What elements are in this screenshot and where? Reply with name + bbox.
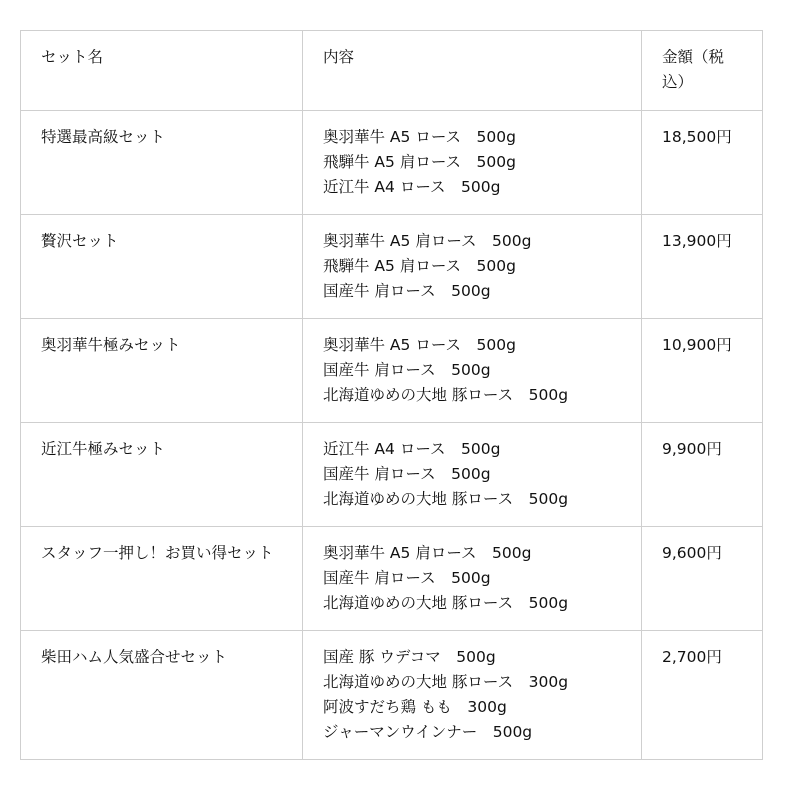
- content-item: 国産 豚 ウデコマ 500g: [323, 648, 496, 666]
- content-item: 国産牛 肩ロース 500g: [323, 361, 491, 379]
- price-cell: 13,900円: [642, 215, 763, 319]
- header-price: 金額（税込）: [642, 31, 763, 111]
- table-row: [21, 527, 763, 631]
- price-cell: 10,900円: [642, 319, 763, 423]
- content-item: 近江牛 A4 ロース 500g: [323, 178, 501, 196]
- content-item: 北海道ゆめの大地 豚ロース 500g: [323, 386, 569, 404]
- content-item: 国産牛 肩ロース 500g: [323, 282, 491, 300]
- content-cell: [303, 423, 642, 527]
- content-item: 近江牛 A4 ロース 500g: [323, 440, 501, 458]
- content-item: 国産牛 肩ロース 500g: [323, 569, 491, 587]
- set-name-cell: 奥羽華牛極みセット: [21, 319, 303, 423]
- content-item: 奥羽華牛 A5 肩ロース 500g: [323, 232, 532, 250]
- price-cell: 2,700円: [642, 631, 763, 760]
- content-item: 北海道ゆめの大地 豚ロース 500g: [323, 490, 569, 508]
- set-name-cell: 近江牛極みセット: [21, 423, 303, 527]
- content-cell: [303, 215, 642, 319]
- set-name-cell: 特選最高級セット: [21, 111, 303, 215]
- content-item: 奥羽華牛 A5 ロース 500g: [323, 128, 516, 146]
- content-item: 奥羽華牛 A5 ロース 500g: [323, 336, 516, 354]
- content-item: 奥羽華牛 A5 肩ロース 500g: [323, 544, 532, 562]
- table-row: [21, 423, 763, 527]
- table-row: [21, 215, 763, 319]
- content-item: 北海道ゆめの大地 豚ロース 500g: [323, 594, 569, 612]
- header-set-name: セット名: [21, 31, 303, 111]
- price-cell: 9,600円: [642, 527, 763, 631]
- table-row: [21, 319, 763, 423]
- content-cell: [303, 631, 642, 760]
- table-row: [21, 631, 763, 760]
- content-item: 北海道ゆめの大地 豚ロース 300g: [323, 673, 569, 691]
- content-item: ジャーマンウインナー 500g: [323, 723, 533, 741]
- price-cell: 9,900円: [642, 423, 763, 527]
- content-item: 飛騨牛 A5 肩ロース 500g: [323, 257, 516, 275]
- table-row: [21, 111, 763, 215]
- content-cell: [303, 319, 642, 423]
- content-item: 飛騨牛 A5 肩ロース 500g: [323, 153, 516, 171]
- header-content: 内容: [303, 31, 642, 111]
- content-cell: [303, 111, 642, 215]
- set-name-cell: スタッフ一押し！お買い得セット: [21, 527, 303, 631]
- price-cell: 18,500円: [642, 111, 763, 215]
- content-item: 国産牛 肩ロース 500g: [323, 465, 491, 483]
- content-item: 阿波すだち鶏 もも 300g: [323, 698, 507, 716]
- table-header-row: [21, 31, 763, 111]
- set-name-cell: 柴田ハム人気盛合せセット: [21, 631, 303, 760]
- price-table: [20, 30, 763, 760]
- content-cell: [303, 527, 642, 631]
- set-name-cell: 贅沢セット: [21, 215, 303, 319]
